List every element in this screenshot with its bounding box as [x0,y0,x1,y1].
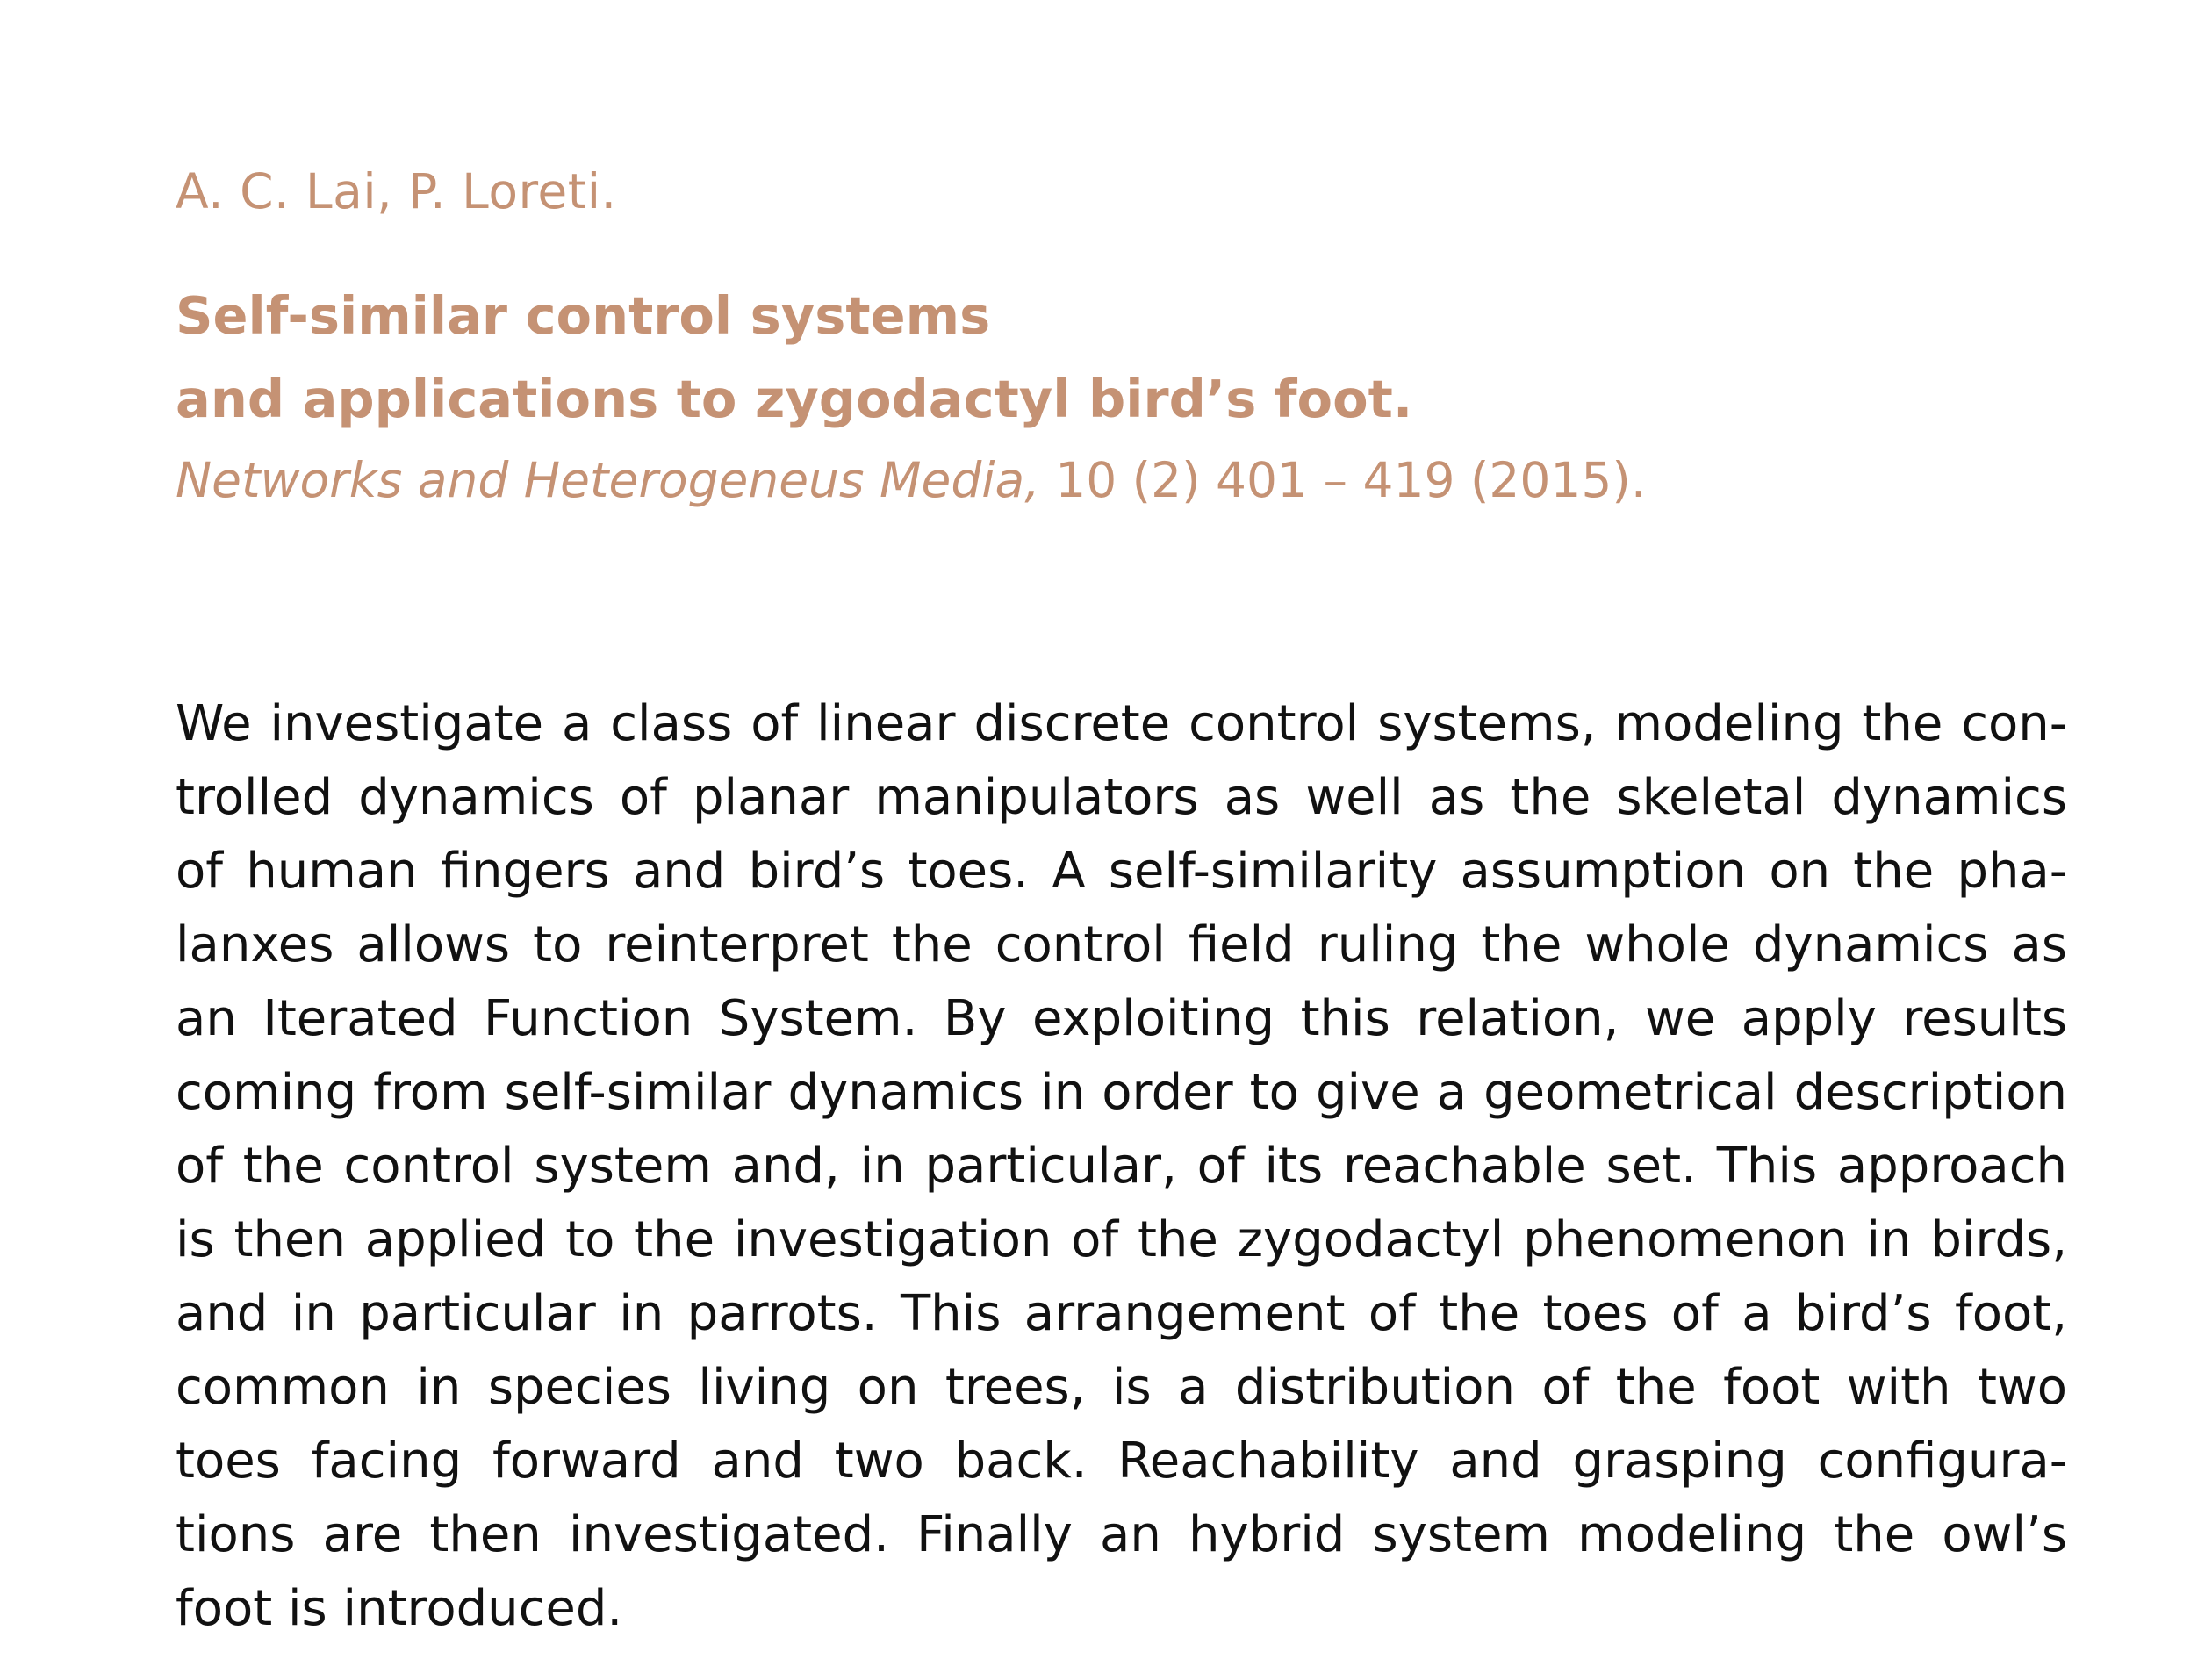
abstract-line: an Iterated Function System. By exploiting this relation, we apply results [176,990,2067,1047]
abstract-line: of human fingers and bird’s toes. A self-similarity assumption on the pha- [176,843,2067,900]
abstract-line: is then applied to the investigation of the zygodactyl phenomenon in birds, [176,1211,2067,1268]
abstract-line: tions are then investigated. Finally an hybrid system modeling the owl’s [176,1506,2067,1563]
abstract-line: of the control system and, in particular, of its reachable set. This approach [176,1138,2067,1195]
abstract-line: common in species living on trees, is a distribution of the foot with two [176,1359,2067,1416]
citation-details: 10 (2) 401 – 419 (2015). [1039,452,1647,508]
abstract-line: and in particular in parrots. This arrangement of the toes of a bird’s foot, [176,1285,2067,1342]
paper-title [176,274,1412,441]
abstract-line: We investigate a class of linear discrete control systems, modeling the con- [176,695,2067,752]
abstract-line: toes facing forward and two back. Reachability and grasping configura- [176,1433,2067,1490]
title-line: Self-similar control systems [176,285,991,346]
abstract-line: trolled dynamics of planar manipulators as well as the skeletal dynamics [176,769,2067,826]
title-line: and applications to zygodactyl bird’s foot. [176,369,1413,429]
abstract-line: lanxes allows to reinterpret the control field ruling the whole dynamics as [176,916,2067,973]
citation [176,452,1646,508]
journal-name: Networks and Heterogeneus Media, [176,452,1040,508]
abstract [176,687,2067,1646]
abstract-line: foot is introduced. [176,1580,623,1637]
abstract-line: coming from self-similar dynamics in order to give a geometrical description [176,1064,2067,1121]
authors: A. C. Lai, P. Loreti. [176,163,617,219]
